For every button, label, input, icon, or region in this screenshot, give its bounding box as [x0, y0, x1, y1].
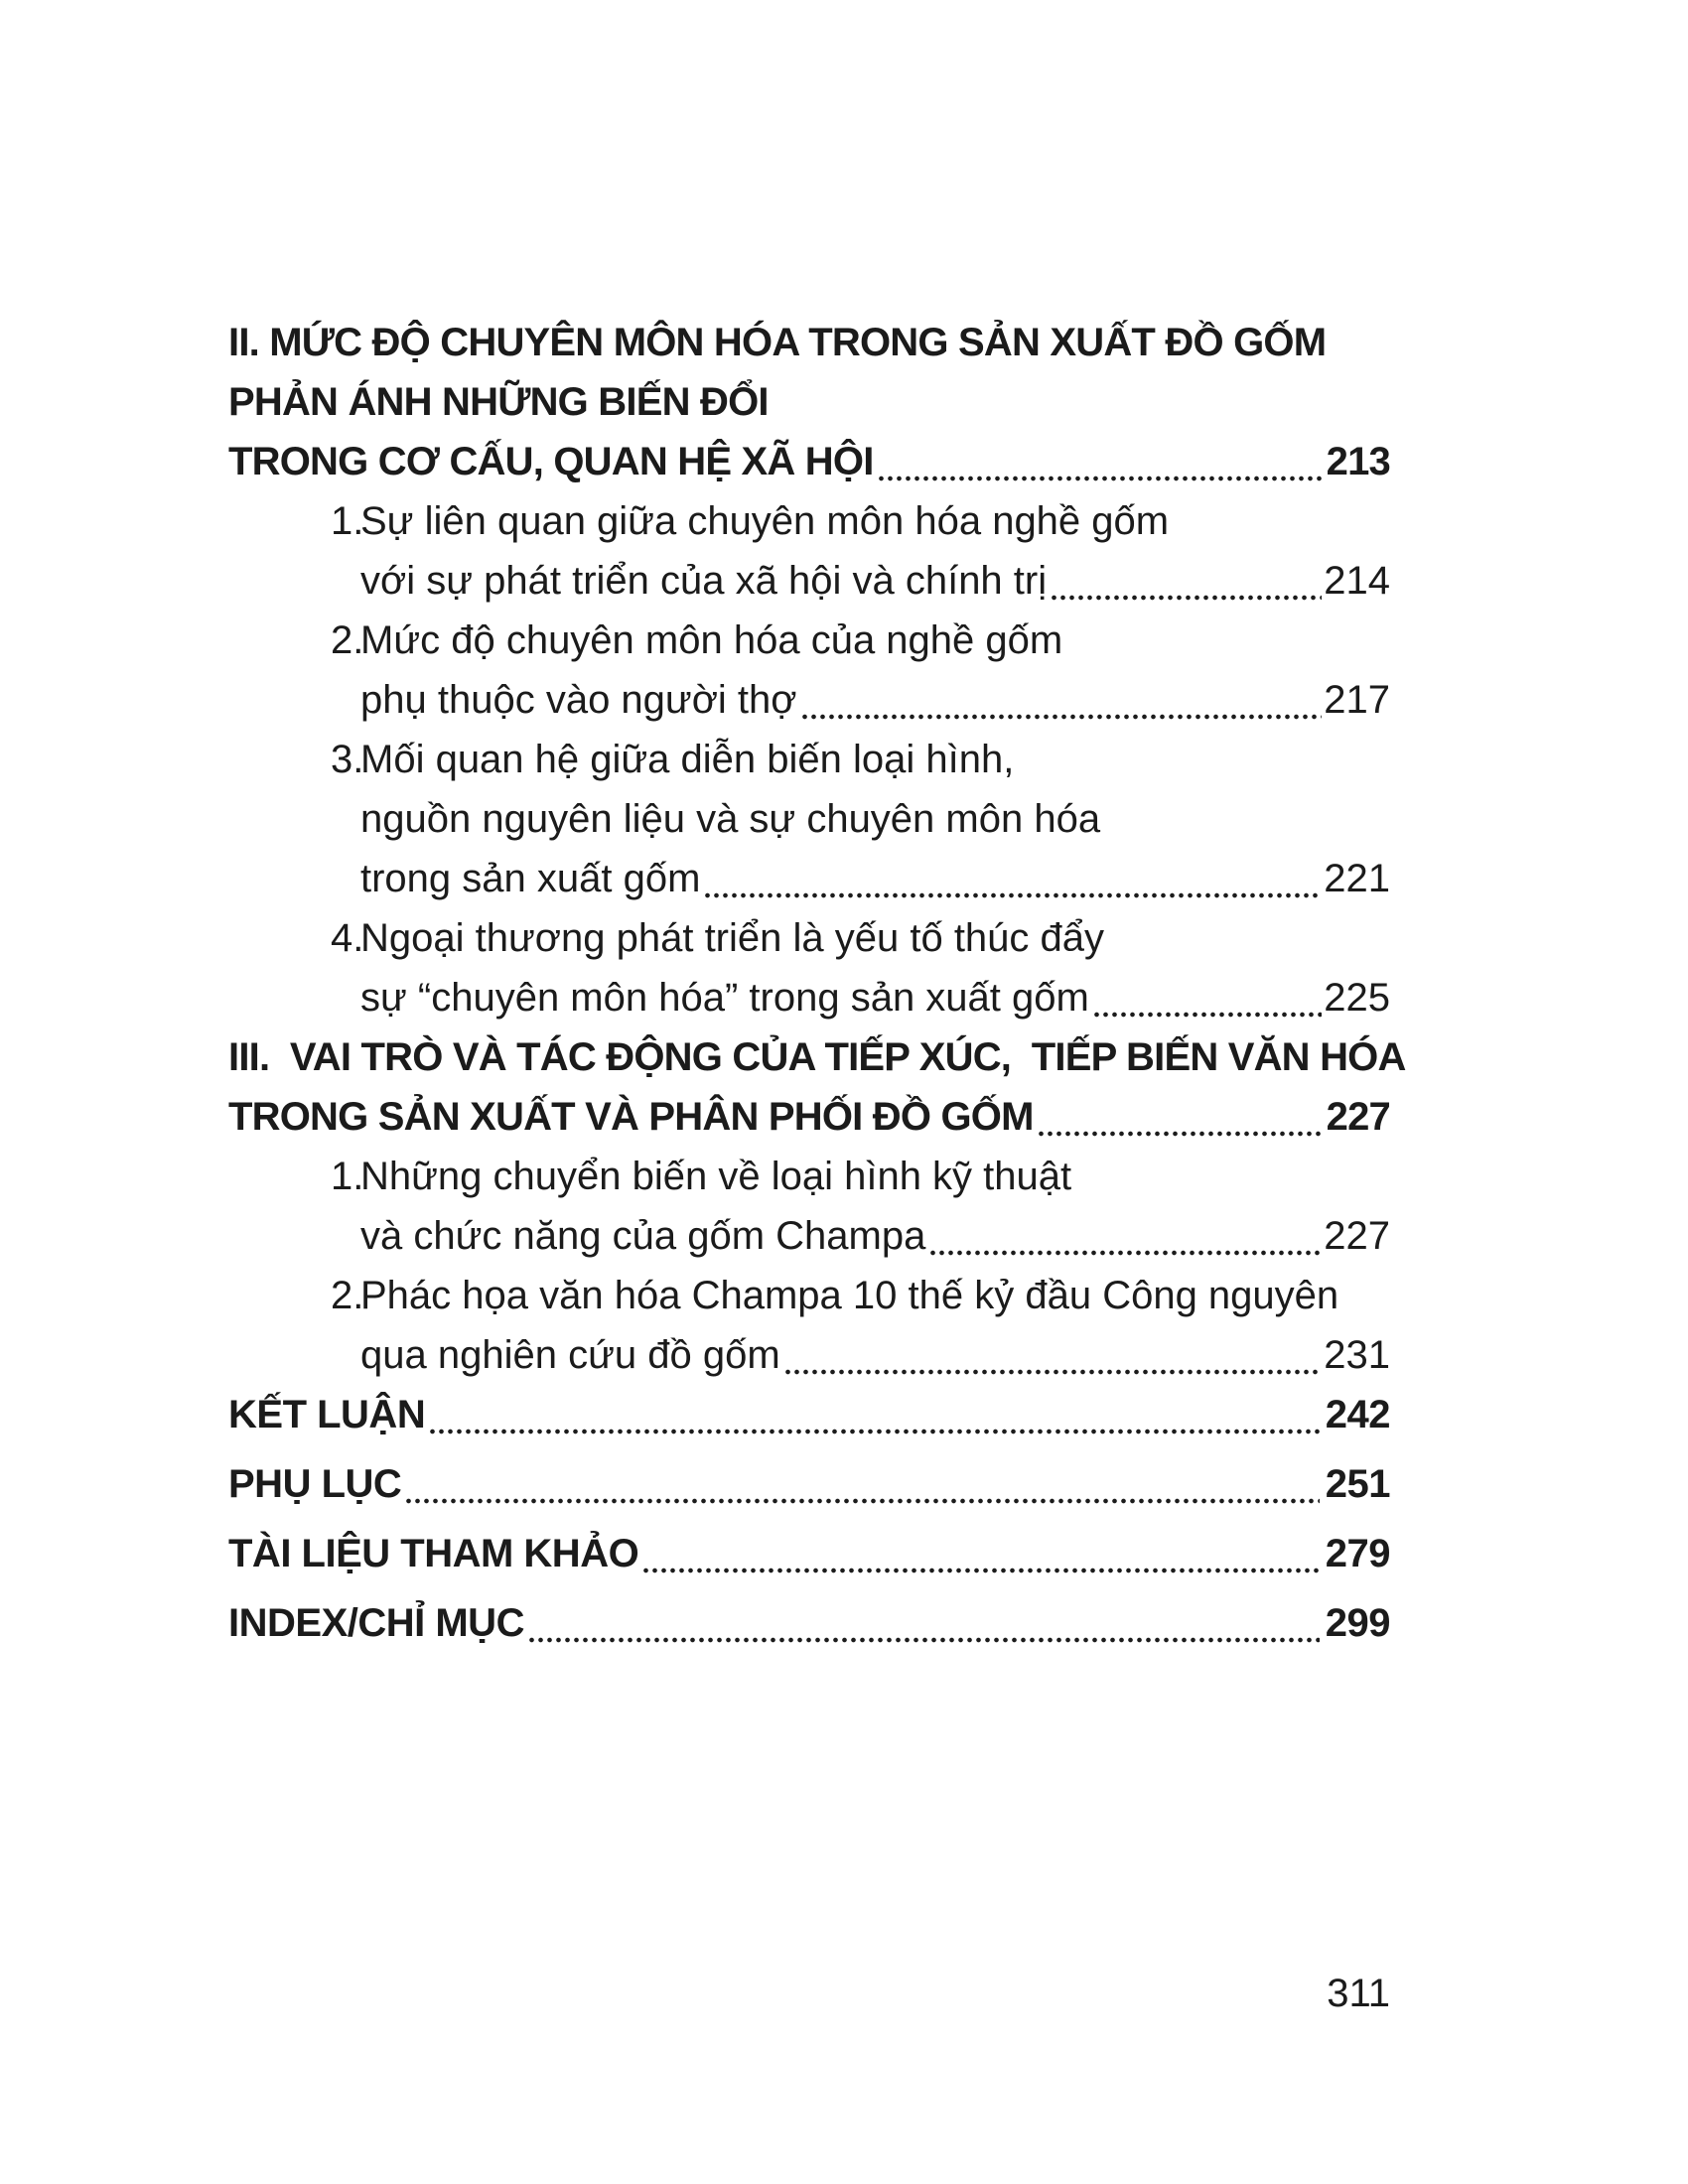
toc-backmatter-entry — [228, 1385, 1390, 1444]
toc-item-text: và chức năng của gốm Champa — [360, 1214, 926, 1258]
dot-leader — [928, 1250, 1322, 1256]
toc-page-number: 227 — [1326, 1095, 1390, 1139]
toc-section-heading-line: III. VAI TRÒ VÀ TÁC ĐỘNG CỦA TIẾP XÚC, TIẾP BIẾN VĂN HÓA — [228, 1035, 1406, 1079]
toc-item-number: 2. — [331, 1274, 364, 1317]
toc-item-number: 1. — [331, 1155, 364, 1198]
toc-backmatter-label: INDEX/CHỈ MỤC — [228, 1601, 524, 1645]
toc-page-number: 225 — [1324, 976, 1390, 1020]
dot-leader — [641, 1568, 1320, 1573]
toc-item-line: Ngoại thương phát triển là yếu tố thúc đẩy — [360, 916, 1105, 960]
dot-leader — [800, 714, 1323, 720]
toc-backmatter-label: KẾT LUẬN — [228, 1393, 426, 1436]
toc-item-line — [360, 1325, 1390, 1385]
toc-item — [228, 611, 1390, 730]
toc-item-number: 3. — [331, 738, 364, 781]
dot-leader — [428, 1429, 1320, 1434]
toc-item-text: với sự phát triển của xã hội và chính trị — [360, 559, 1048, 603]
toc-page-number: 231 — [1324, 1333, 1390, 1377]
toc-page-number: 251 — [1325, 1462, 1390, 1506]
toc-item-line — [360, 1206, 1390, 1266]
toc-item-text: phụ thuộc vào người thợ — [360, 678, 797, 722]
dot-leader — [877, 476, 1325, 481]
toc-backmatter-entry — [228, 1524, 1390, 1583]
toc-item-line — [360, 551, 1390, 611]
toc-item — [228, 908, 1390, 1027]
toc-backmatter-label: TÀI LIỆU THAM KHẢO — [228, 1532, 639, 1575]
dot-leader — [1092, 1012, 1322, 1018]
toc-item-number: 4. — [331, 916, 364, 960]
dot-leader — [783, 1369, 1323, 1375]
toc-page-number: 214 — [1324, 559, 1390, 603]
toc-item — [228, 491, 1390, 611]
toc-item-line — [360, 670, 1390, 730]
toc-page-number: 242 — [1325, 1393, 1390, 1436]
toc-item-line: Những chuyển biến về loại hình kỹ thuật — [360, 1155, 1072, 1198]
toc-item-text: qua nghiên cứu đồ gốm — [360, 1333, 780, 1377]
toc-backmatter-entry — [228, 1593, 1390, 1653]
toc-section-heading-text: TRONG SẢN XUẤT VÀ PHÂN PHỐI ĐỒ GỐM — [228, 1095, 1034, 1139]
toc-item-text: sự “chuyên môn hóa” trong sản xuất gốm — [360, 976, 1089, 1020]
toc-item-number: 1. — [331, 499, 364, 543]
toc-item-line: Mối quan hệ giữa diễn biến loại hình, — [360, 738, 1015, 781]
table-of-contents — [228, 313, 1406, 1653]
toc-item-line: Phác họa văn hóa Champa 10 thế kỷ đầu Công nguyên — [360, 1274, 1339, 1317]
toc-section-heading-line — [228, 432, 1390, 491]
toc-page-number: 213 — [1326, 440, 1390, 483]
toc-page-number: 221 — [1324, 857, 1390, 900]
toc-item — [228, 1147, 1390, 1266]
toc-section-ii — [228, 313, 1390, 491]
dot-leader — [1050, 595, 1322, 601]
toc-item — [228, 1266, 1390, 1385]
toc-item-line: Mức độ chuyên môn hóa của nghề gốm — [360, 618, 1063, 662]
toc-section-heading-text: TRONG CƠ CẤU, QUAN HỆ XÃ HỘI — [228, 440, 874, 483]
toc-page-number: 227 — [1324, 1214, 1390, 1258]
toc-item-line — [360, 968, 1390, 1027]
toc-item-line — [360, 849, 1390, 908]
toc-section-heading-line — [228, 1087, 1390, 1147]
dot-leader — [404, 1498, 1319, 1504]
dot-leader — [703, 892, 1322, 898]
toc-page-number: 217 — [1324, 678, 1390, 722]
toc-item-text: trong sản xuất gốm — [360, 857, 701, 900]
toc-page-number: 299 — [1325, 1601, 1390, 1645]
toc-backmatter-entry — [228, 1454, 1390, 1514]
toc-item-line: Sự liên quan giữa chuyên môn hóa nghề gốm — [360, 499, 1170, 543]
toc-backmatter-label: PHỤ LỤC — [228, 1462, 402, 1506]
toc-section-heading-line: PHẢN ÁNH NHỮNG BIẾN ĐỔI — [228, 380, 769, 424]
dot-leader — [527, 1637, 1320, 1643]
folio-page-number: 311 — [1327, 1972, 1390, 2015]
toc-section-heading-line: II. MỨC ĐỘ CHUYÊN MÔN HÓA TRONG SẢN XUẤT ĐỒ GỐM — [228, 321, 1327, 364]
toc-section-iii — [228, 1027, 1406, 1147]
dot-leader — [1037, 1131, 1325, 1137]
toc-item-number: 2. — [331, 618, 364, 662]
toc-page-number: 279 — [1325, 1532, 1390, 1575]
toc-item-line: nguồn nguyên liệu và sự chuyên môn hóa — [360, 797, 1101, 841]
toc-item — [228, 730, 1390, 908]
